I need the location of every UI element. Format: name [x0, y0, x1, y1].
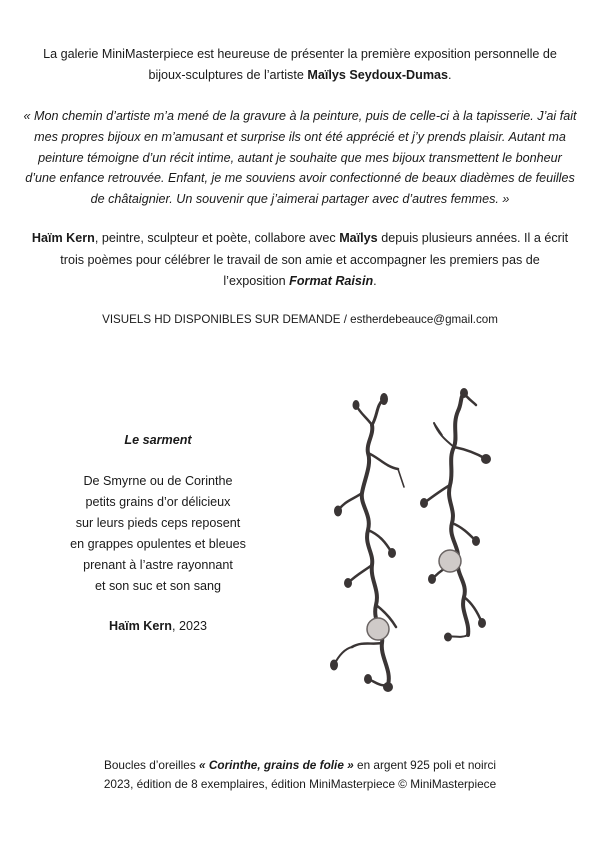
- poem-title: Le sarment: [124, 433, 192, 447]
- right-earring: [424, 393, 486, 637]
- poem-signature: [38, 616, 278, 637]
- intro-end: .: [448, 68, 452, 82]
- photo-caption: [0, 756, 600, 793]
- poem-line: petits grains d’or délicieux: [85, 495, 231, 509]
- intro-paragraph: [0, 44, 600, 86]
- collab-text-1: , peintre, sculpteur et poète, collabore avec: [94, 231, 340, 245]
- artist-quote: « Mon chemin d’artiste m’a mené de la gravure à la peinture, puis de celle-ci à la tapisserie. J’ai fait mes propres bijoux en m’amusant et surprise ils ont été apprécié et j’y prends plaisir. Autant ma peinture témoigne d’un récit intime, autant je souhaite que mes bijoux transmettent le bonheur d’une enfance retrouvée. Enfant, je me souviens avoir confectionné de beaux diadèmes de feuilles de châtaignier. Un souvenir que j’aimerai partager avec d’autres femmes. »: [23, 109, 577, 207]
- poet-name: Haïm Kern: [31, 231, 95, 245]
- caption-post: en argent 925 poli et noirci: [353, 758, 497, 772]
- intro-text: La galerie MiniMasterpiece est heureuse de présenter la première exposition personnelle de bijoux-sculptures de l’artiste: [43, 47, 557, 82]
- poem-line: en grappes opulentes et bleues: [70, 537, 246, 551]
- visuals-label: VISUELS HD DISPONIBLES SUR DEMANDE /: [102, 313, 351, 326]
- poem-line: sur leurs pieds ceps reposent: [75, 516, 241, 530]
- artwork-title: « Corinthe, grains de folie »: [199, 758, 354, 772]
- artist-short-name: Maïlys: [339, 231, 378, 245]
- exhibition-name: Format Raisin: [289, 274, 374, 288]
- poem-line: De Smyrne ou de Corinthe: [83, 474, 233, 488]
- left-earring: [334, 399, 404, 685]
- caption-line-2: 2023, édition de 8 exemplaires, édition MiniMasterpiece © MiniMasterpiece: [103, 776, 497, 791]
- right-earring-grain: [439, 550, 461, 572]
- contact-email[interactable]: estherdebeauce@gmail.com: [350, 313, 498, 326]
- poem-author: Haïm Kern: [108, 619, 172, 633]
- poem-year: , 2023: [171, 619, 207, 633]
- collab-text-2: depuis plusieurs années. Il a écrit trois poèmes pour célébrer le travail de son amie et accompagner les premiers pas de l’exposition: [60, 231, 569, 288]
- earrings-photo: [320, 385, 520, 695]
- collab-end: .: [373, 274, 377, 288]
- caption-line-1: [40, 756, 560, 775]
- artist-name: Maïlys Seydoux-Dumas: [307, 68, 449, 82]
- poem-line: prenant à l’astre rayonnant: [83, 558, 233, 572]
- caption-pre: Boucles d’oreilles: [103, 758, 200, 772]
- poem-line: et son suc et son sang: [94, 579, 222, 593]
- left-earring-grain: [367, 618, 389, 640]
- collaboration-paragraph: [0, 228, 600, 293]
- poem: [38, 430, 278, 637]
- press-contact: [0, 310, 600, 330]
